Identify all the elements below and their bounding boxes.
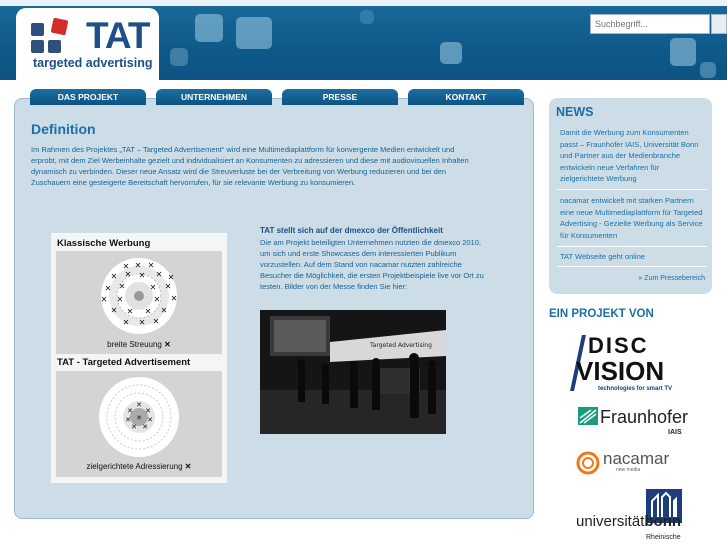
svg-text:✕: ✕ [110,272,118,281]
svg-text:✕: ✕ [127,407,133,415]
site-header [0,0,727,80]
svg-text:✕: ✕ [104,284,112,293]
news-divider [557,266,707,267]
diagram-caption-classic: breite Streuung ✕ [107,340,171,349]
diagram-heading-classic: Klassische Werbung [57,238,151,249]
news-item[interactable]: Damit die Werbung zum Konsumenten passt – Fraunhofer IAIS, Universität Bonn und Partner aus der Medienbranche entwickeln neue Verfahren für zielgerichtete Werbung [560,128,699,183]
decor-square [170,48,188,66]
news-divider [557,189,707,190]
svg-text:✕: ✕ [147,261,155,270]
dmexco-heading: TAT stellt sich auf der dmexco der Öffentlichkeit [260,226,443,235]
uni-bonn-logo[interactable] [576,489,686,545]
news-heading: NEWS [556,105,594,119]
svg-text:✕: ✕ [164,282,172,291]
svg-text:✕: ✕ [144,307,152,316]
search-button[interactable] [711,14,727,34]
svg-text:✕: ✕ [116,295,124,304]
discvision-line1: DISC [588,333,649,358]
intro-paragraph: Im Rahmen des Projektes „TAT – Targeted Advertisement“ wird eine Multimediaplattform für konvergente Medien entwickelt und erprobt, mit dem Ziel Werbeinhalte gezielt und individualisiert an Konsumenten zu adressieren und diese mit audiovisuellen Inhalten dynamisch zu verbinden. Dieser neue Ansatz wird die Streuverluste bei der Verbreitung von Werbung reduzieren und bei den Zuschauern eine gesteigerte Bereitschaft hervorrufen, für sie relevante Werbung zu konsumieren. [31,145,469,187]
svg-text:✕: ✕ [152,317,160,326]
nav-item-das-projekt[interactable]: DAS PROJEKT [30,89,146,105]
svg-text:✕: ✕ [122,262,130,271]
svg-text:✕: ✕ [167,273,175,282]
fraunhofer-logo[interactable] [576,405,689,441]
fraunhofer-name: Fraunhofer [600,407,689,427]
svg-text:✕: ✕ [149,283,157,292]
dmexco-booth-image [260,310,446,434]
svg-text:✕: ✕ [110,306,118,315]
logo-square [48,40,61,53]
svg-text:✕: ✕ [138,271,146,280]
dmexco-photo[interactable] [260,310,446,434]
uni-bonn-sub: Rheinische [646,534,681,541]
diagram-panel-tat [56,371,222,477]
news-item[interactable]: nacamar entwickelt mit starken Partnern eine neue Multimediaplattform für Targeted Advertising - Gezielte Werbung als Service für Konsumenten [560,196,703,240]
svg-text:✕: ✕ [131,423,137,431]
svg-text:✕: ✕ [118,282,126,291]
nacamar-tagline: new media [616,467,641,473]
svg-text:✕: ✕ [145,407,151,415]
svg-text:✕: ✕ [142,423,148,431]
logo-square [31,40,44,53]
fraunhofer-mark-icon [578,407,598,425]
nacamar-swirl-icon [576,451,600,475]
diagram-heading-tat: TAT - Targeted Advertisement [57,357,191,368]
svg-text:✕: ✕ [124,270,132,279]
main-navigation [30,89,526,105]
decor-square [236,17,272,49]
logo-subtitle: targeted advertising [33,56,153,70]
news-box [549,98,712,294]
nav-item-unternehmen[interactable]: UNTERNEHMEN [156,89,272,105]
svg-text:✕: ✕ [136,414,142,422]
page-title: Definition [31,121,96,137]
targeting-diagram [51,233,227,483]
svg-text:✕: ✕ [138,318,146,327]
decor-square [700,62,716,78]
discvision-line2: VISION [576,356,665,386]
site-logo[interactable] [16,8,159,80]
svg-text:✕: ✕ [125,416,131,424]
diagram-caption-tat: zielgerichtete Adressierung ✕ [86,462,192,471]
decor-square [195,14,223,42]
svg-text:✕: ✕ [160,306,168,315]
decor-square [440,42,462,64]
search-input[interactable] [590,14,710,34]
discvision-tagline: technologies for smart TV [598,386,673,392]
logo-square [31,23,44,36]
nacamar-logo[interactable] [576,449,686,479]
classic-targeting-graphic [56,251,222,354]
photo-banner-text: Targeted Advertising [370,342,432,349]
fraunhofer-unit: IAIS [668,429,682,436]
svg-text:✕: ✕ [147,416,153,424]
svg-text:✕: ✕ [155,270,163,279]
svg-text:✕: ✕ [153,295,161,304]
svg-text:✕: ✕ [136,401,142,409]
partners-heading: EIN PROJEKT VON [549,308,654,320]
nav-item-kontakt[interactable]: KONTAKT [408,89,524,105]
svg-text:✕: ✕ [134,261,142,270]
news-divider [557,246,707,247]
decor-square [670,38,696,66]
decor-square [360,10,374,24]
main-content-panel [14,98,534,519]
nacamar-name: nacamar [603,449,670,468]
logo-wordmark: TAT [86,15,150,56]
logo-square-red [51,18,69,36]
diagram-panel-classic [56,251,222,354]
dmexco-paragraph: Die am Projekt beteiligten Unternehmen nutzten die dmexco 2010, um sich und erste Showcases dem interessierten Publikum vorzustellen. Auf dem Stand von nacamar nutzten zahlreiche Besucher die Möglichkeit, die ersten Projektbeispiele live vor Ort zu testen. Bilder von der Messe finden Sie hier: [260,238,484,291]
uni-bonn-name: universitätbonn [576,513,682,530]
header-top-stripe [0,0,727,6]
nav-item-presse[interactable]: PRESSE [282,89,398,105]
svg-text:✕: ✕ [100,295,108,304]
svg-text:✕: ✕ [122,318,130,327]
news-item[interactable]: TAT Webseite geht online [560,252,645,261]
discvision-logo[interactable] [576,335,686,395]
svg-text:✕: ✕ [126,307,134,316]
svg-text:✕: ✕ [170,294,178,303]
press-area-link[interactable]: » Zum Pressebereich [638,275,705,282]
